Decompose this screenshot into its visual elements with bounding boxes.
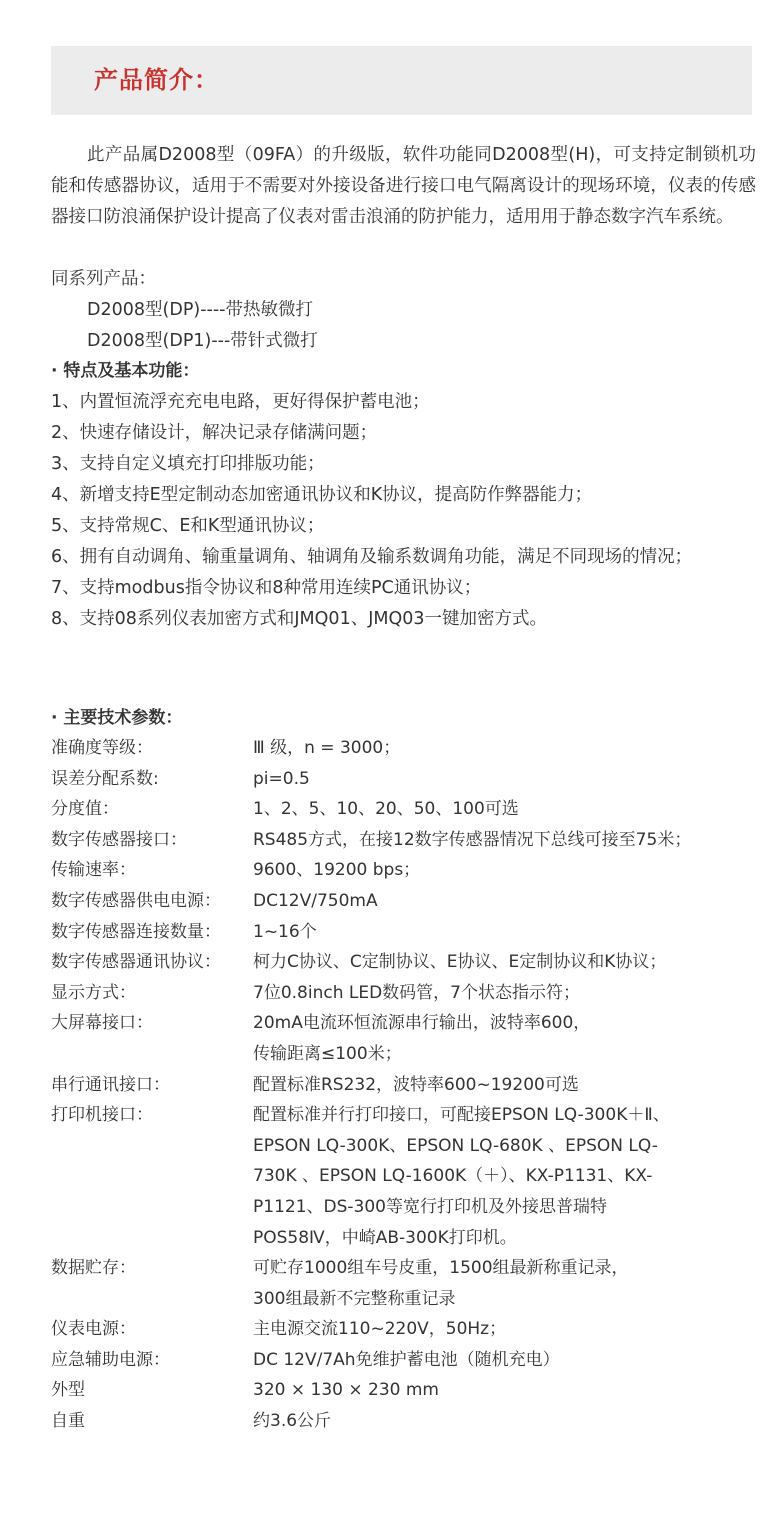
param-row <box>51 1100 756 1253</box>
feature-item: 3、支持自定义填充打印排版功能； <box>51 454 325 474</box>
param-value <box>253 886 756 917</box>
features-section <box>51 356 756 635</box>
param-value-line: POS58Ⅳ，中崎AB-300K打印机。 <box>253 1227 517 1248</box>
param-value-line: Ⅲ 级，n = 3000； <box>253 738 401 758</box>
param-label: 数字传感器接口： <box>51 829 187 850</box>
param-value <box>253 947 756 978</box>
param-value-line: DC 12V/7Ah免维护蓄电池（随机充电） <box>253 1349 560 1370</box>
param-value-line: 主电源交流110~220V，50Hz； <box>253 1319 507 1340</box>
param-value-line: 1、2、5、10、20、50、100可选 <box>253 799 519 820</box>
param-value-line: 约3.6公斤 <box>253 1411 332 1432</box>
param-row <box>51 733 756 764</box>
series-label: 同系列产品： <box>51 269 156 289</box>
param-value <box>253 1253 756 1314</box>
param-value <box>253 1070 756 1101</box>
param-label: 应急辅助电源： <box>51 1349 170 1370</box>
feature-item: 2、快速存储设计，解决记录存储满问题； <box>51 423 378 443</box>
params-heading: · 主要技术参数： <box>51 708 183 728</box>
param-value-line: 300组最新不完整称重记录 <box>253 1288 456 1309</box>
param-value-line: 1~16个 <box>253 921 317 942</box>
param-value <box>253 1008 756 1069</box>
param-row <box>51 1070 756 1101</box>
param-label: 误差分配系数: <box>51 768 159 789</box>
param-row <box>51 917 756 948</box>
param-row <box>51 1253 756 1314</box>
param-label: 串行通讯接口： <box>51 1074 170 1095</box>
param-row <box>51 947 756 978</box>
param-label: 显示方式： <box>51 982 136 1003</box>
feature-item: 5、支持常规C、E和K型通讯协议； <box>51 516 325 536</box>
param-value-line: 柯力C协议、C定制协议、E协议、E定制协议和K协议； <box>253 952 667 973</box>
param-row <box>51 794 756 825</box>
param-label: 打印机接口： <box>51 1105 153 1126</box>
param-value <box>253 1375 756 1406</box>
param-row <box>51 1314 756 1345</box>
param-label: 仪表电源： <box>51 1319 136 1340</box>
param-value-line: P1121、DS-300等宽行打印机及外接思普瑞特 <box>253 1196 607 1217</box>
param-value <box>253 1345 756 1376</box>
feature-item: 7、支持modbus指令协议和8种常用连续PC通讯协议； <box>51 578 482 598</box>
param-value-line: DC12V/750mA <box>253 890 378 911</box>
param-value-line: 730K 、EPSON LQ-1600K（＋）、KX-P1131、KX- <box>253 1166 653 1187</box>
param-row <box>51 886 756 917</box>
param-value-line: EPSON LQ-300K、EPSON LQ-680K 、EPSON LQ- <box>253 1135 658 1156</box>
param-value <box>253 1314 756 1345</box>
param-value-line: 传输距离≤100米； <box>253 1043 402 1064</box>
param-label: 数字传感器连接数量： <box>51 921 221 942</box>
param-row <box>51 764 756 795</box>
param-value-line: 配置标准RS232，波特率600~19200可选 <box>253 1074 579 1095</box>
param-row <box>51 1406 756 1437</box>
series-item: D2008型(DP1)---带针式微打 <box>87 331 318 351</box>
intro-paragraph: 此产品属D2008型（09FA）的升级版，软件功能同D2008型(H)，可支持定制锁机功能和传感器协议，适用于不需要对外接设备进行接口电气隔离设计的现场环境，仪表的传感器接口防浪涌保护设计提高了仪表对雷击浪涌的防护能力，适用用于静态数字汽车系统。 <box>51 145 756 227</box>
feature-item: 6、拥有自动调角、输重量调角、轴调角及输系数调角功能，满足不同现场的情况； <box>51 547 693 567</box>
param-value-line: 7位0.8inch LED数码管，7个状态指示符； <box>253 982 580 1003</box>
param-value-line: 20mA电流环恒流源串行输出，波特率600， <box>253 1013 591 1034</box>
header-band <box>51 46 752 115</box>
param-value-line: 可贮存1000组车号皮重，1500组最新称重记录， <box>253 1258 629 1279</box>
param-label: 传输速率： <box>51 860 136 881</box>
param-value-line: 配置标准并行打印接口，可配接EPSON LQ-300K＋Ⅱ、 <box>253 1105 670 1126</box>
param-value <box>253 764 756 795</box>
param-value <box>253 917 756 948</box>
param-row <box>51 855 756 886</box>
feature-item: 4、新增支持E型定制动态加密通讯协议和K协议，提高防作弊器能力； <box>51 485 593 505</box>
param-label: 准确度等级： <box>51 738 153 758</box>
param-value <box>253 733 756 764</box>
param-value <box>253 1100 756 1253</box>
param-value <box>253 825 756 856</box>
param-row <box>51 825 756 856</box>
feature-item: 8、支持08系列仪表加密方式和JMQ01、JMQ03一键加密方式。 <box>51 609 548 629</box>
param-value-line: 320 × 130 × 230 mm <box>253 1380 439 1401</box>
param-label: 自重 <box>51 1411 85 1432</box>
param-row <box>51 1008 756 1069</box>
param-value <box>253 978 756 1009</box>
page-title: 产品简介： <box>94 66 219 94</box>
param-value <box>253 794 756 825</box>
feature-item: 1、内置恒流浮充充电电路，更好得保护蓄电池； <box>51 392 430 412</box>
series-item: D2008型(DP)----带热敏微打 <box>87 300 313 320</box>
params-table <box>51 733 756 1437</box>
param-label: 数字传感器通讯协议： <box>51 952 221 973</box>
param-label: 外型 <box>51 1380 85 1401</box>
params-heading-wrap <box>51 703 756 734</box>
param-row <box>51 978 756 1009</box>
param-value <box>253 855 756 886</box>
param-label: 数据贮存： <box>51 1258 136 1279</box>
param-value-line: RS485方式，在接12数字传感器情况下总线可接至75米； <box>253 829 692 850</box>
features-heading: · 特点及基本功能： <box>51 361 200 381</box>
param-value <box>253 1406 756 1437</box>
param-label: 大屏幕接口： <box>51 1013 153 1034</box>
param-row <box>51 1375 756 1406</box>
param-value-line: 9600、19200 bps； <box>253 860 421 881</box>
param-row <box>51 1345 756 1376</box>
param-label: 数字传感器供电电源： <box>51 890 221 911</box>
param-value-line: pi=0.5 <box>253 768 310 789</box>
param-label: 分度值： <box>51 799 119 820</box>
series-section <box>51 264 756 357</box>
